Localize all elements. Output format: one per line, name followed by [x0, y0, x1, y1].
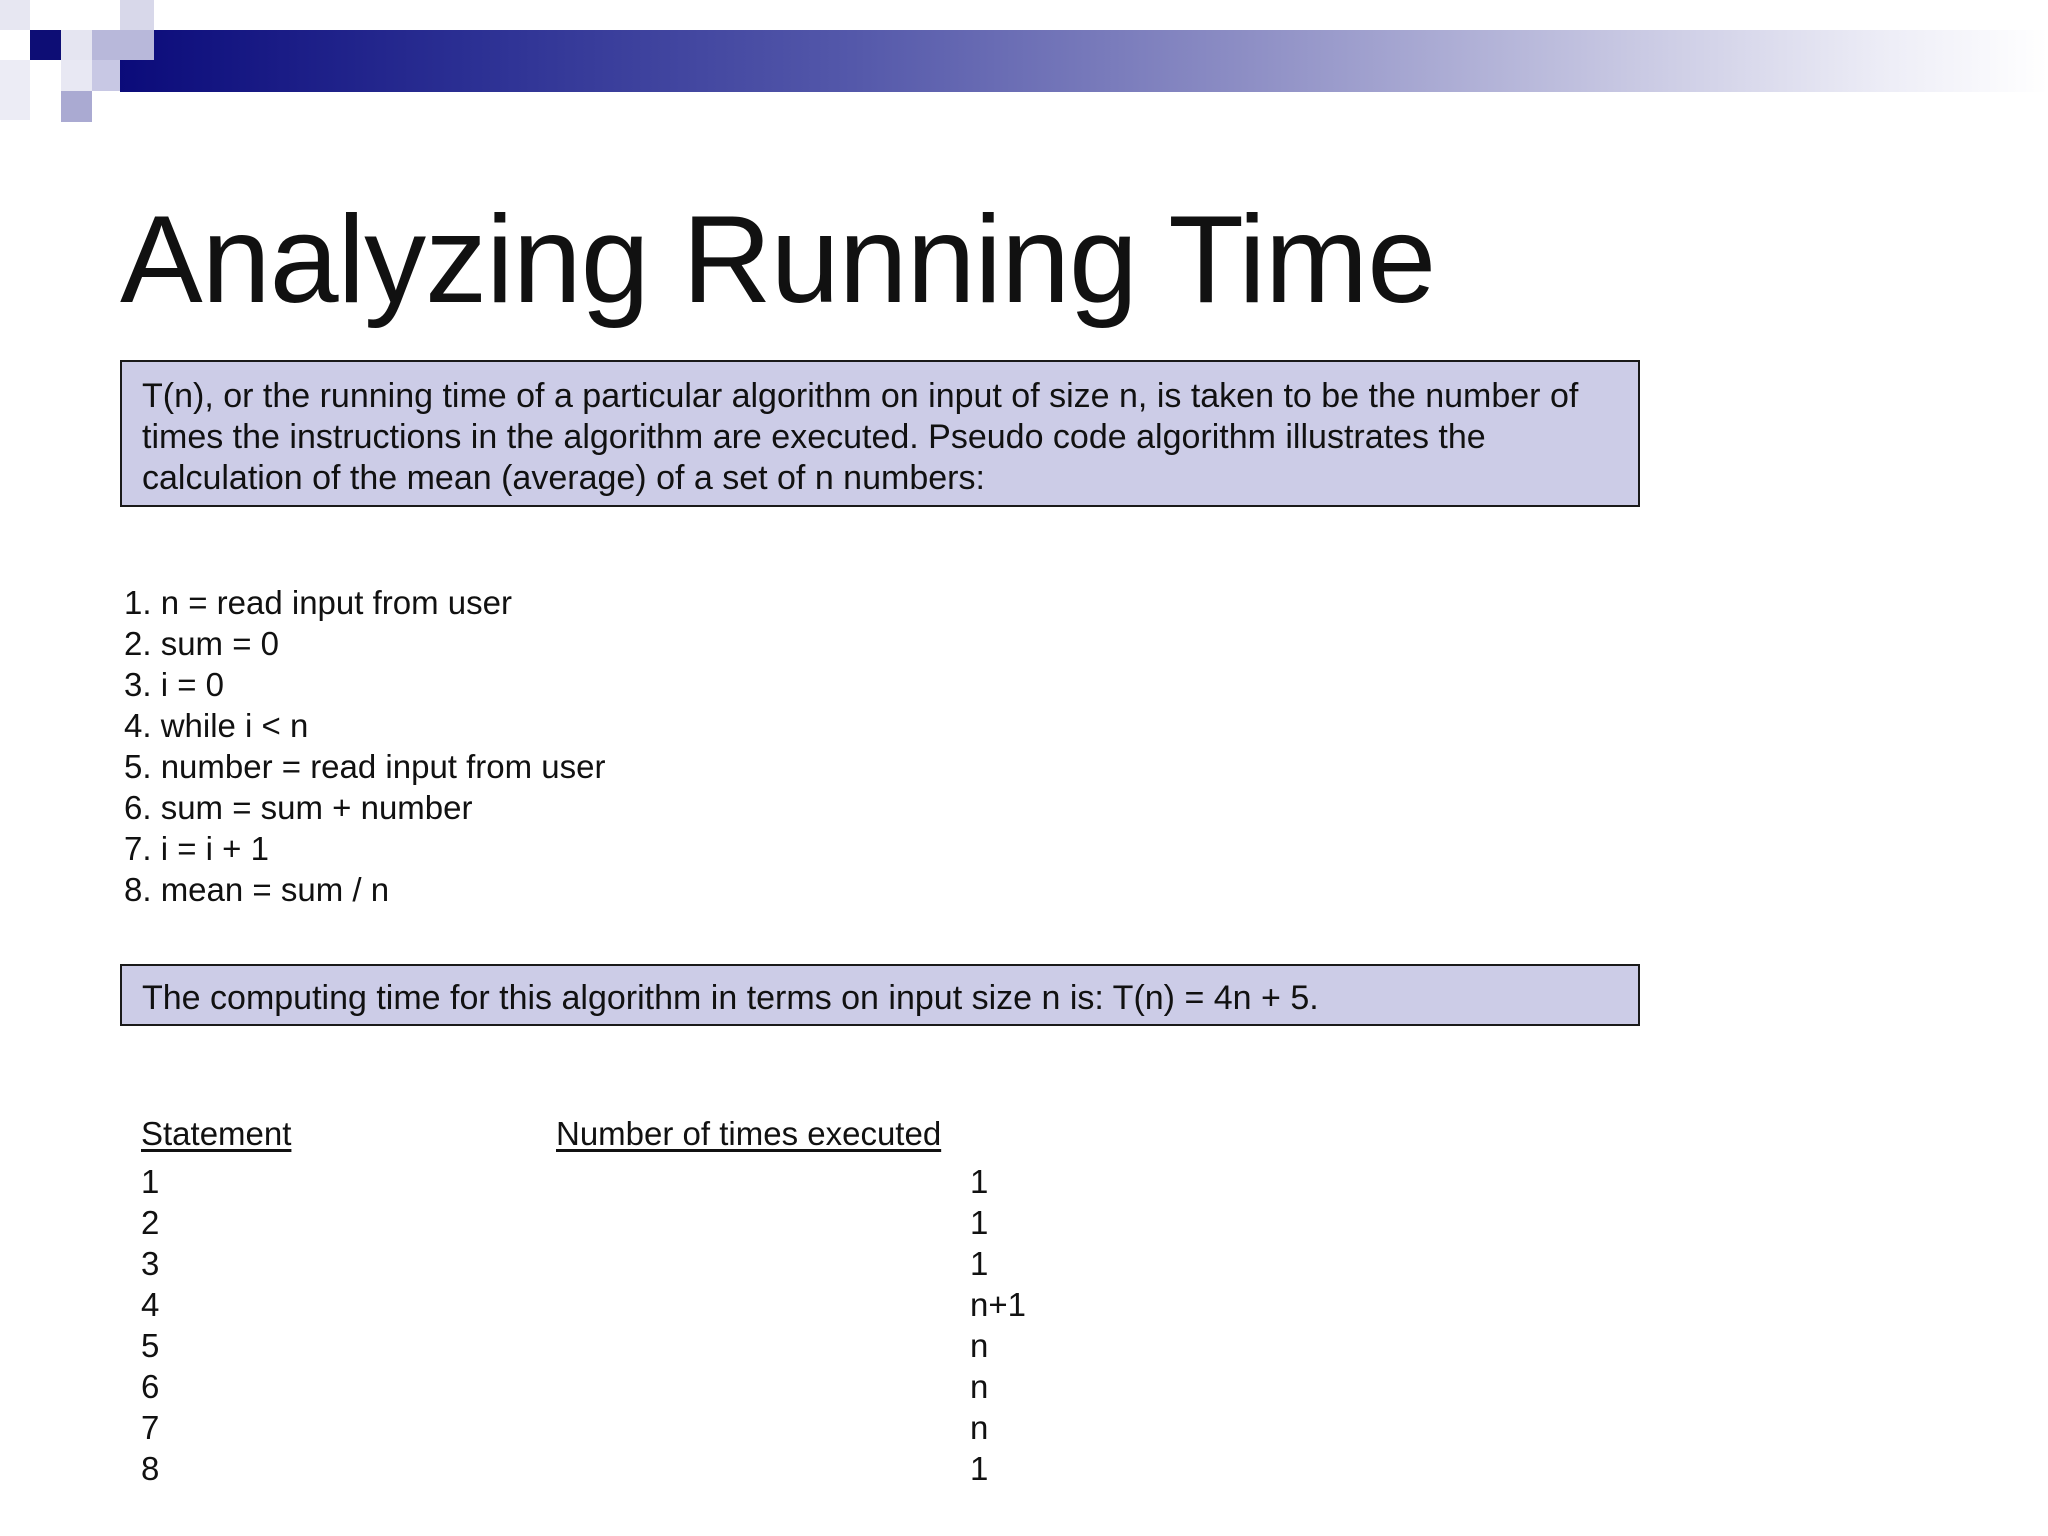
table-row	[141, 1161, 1141, 1202]
decorative-square	[0, 0, 30, 30]
statement-cell: 2	[141, 1204, 160, 1241]
result-text: The computing time for this algorithm in terms on input size n is: T(n) = 4n + 5.	[142, 979, 1319, 1017]
statement-header-text: Statement	[141, 1115, 292, 1152]
pseudocode-line: 6. sum = sum + number	[124, 789, 473, 826]
table-row	[141, 1325, 1141, 1366]
statement-cell: 1	[141, 1163, 160, 1200]
decorative-square	[120, 0, 154, 30]
slide-title: Analyzing Running Time	[120, 191, 1436, 329]
count-cell: 1	[970, 1163, 989, 1200]
top-gradient-bar	[120, 30, 2048, 92]
pseudocode-line: 1. n = read input from user	[124, 584, 512, 621]
statement-cell: 7	[141, 1409, 160, 1446]
count-cell: n+1	[970, 1286, 1026, 1323]
pseudocode-line: 2. sum = 0	[124, 625, 279, 662]
count-header-text: Number of times executed	[556, 1115, 942, 1152]
definition-text: T(n), or the running time of a particular algorithm on input of size n, is taken to be the number of times the instructions in the algorithm are executed. Pseudo code algorithm illustrates the calculation of the mean (average) of a set of n numbers:	[142, 377, 1579, 497]
decorative-square	[61, 91, 92, 122]
table-header-row	[141, 1115, 1141, 1161]
pseudocode-list	[124, 582, 606, 910]
pseudocode-line: 8. mean = sum / n	[124, 871, 390, 908]
table-row	[141, 1407, 1141, 1448]
statement-cell: 4	[141, 1286, 160, 1323]
count-cell: 1	[970, 1450, 989, 1487]
table-row	[141, 1202, 1141, 1243]
count-cell: n	[970, 1368, 989, 1405]
statement-header	[141, 1115, 556, 1161]
result-box	[120, 964, 1640, 1026]
decorative-square	[92, 30, 154, 60]
pseudocode-line: 5. number = read input from user	[124, 748, 606, 785]
table-row	[141, 1366, 1141, 1407]
definition-box	[120, 360, 1640, 507]
count-header	[556, 1115, 1141, 1161]
count-cell: n	[970, 1409, 989, 1446]
decorative-square	[30, 30, 61, 60]
table-row	[141, 1448, 1141, 1489]
decorative-square	[61, 60, 92, 91]
decorative-square	[92, 60, 120, 91]
table-row	[141, 1284, 1141, 1325]
statement-cell: 8	[141, 1450, 160, 1487]
statement-cell: 6	[141, 1368, 160, 1405]
decorative-square	[0, 60, 30, 120]
pseudocode-line: 3. i = 0	[124, 666, 224, 703]
decorative-square	[61, 30, 92, 60]
pseudocode-line: 7. i = i + 1	[124, 830, 269, 867]
statement-cell: 3	[141, 1245, 160, 1282]
count-cell: 1	[970, 1245, 989, 1282]
table-row	[141, 1243, 1141, 1284]
count-cell: n	[970, 1327, 989, 1364]
statement-cell: 5	[141, 1327, 160, 1364]
pseudocode-line: 4. while i < n	[124, 707, 309, 744]
execution-count-table	[141, 1115, 1141, 1489]
count-cell: 1	[970, 1204, 989, 1241]
